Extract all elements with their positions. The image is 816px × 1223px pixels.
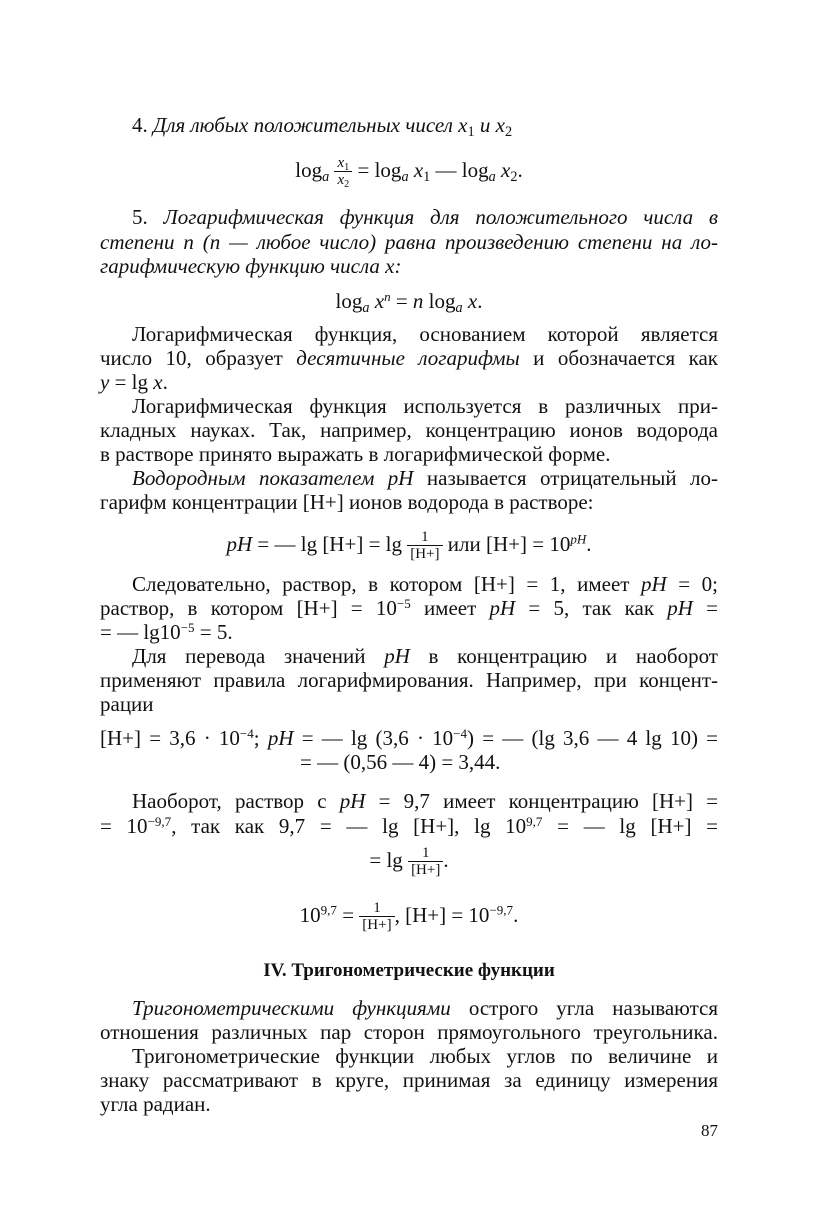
page-number: 87 xyxy=(701,1121,718,1140)
text-line: гарифмическую функцию числа x: xyxy=(100,254,402,278)
text-line: раствор, в котором $[H+] = 10^{-5}$ имеет pH = 5, так как pH = xyxy=(100,595,719,620)
text-line: степени n (n — любое число) равна произведению степени на ло- xyxy=(100,230,718,254)
text-line: Наоборот, раствор с pH = 9,7 имеет концентрацию [H+] = xyxy=(132,789,719,813)
section-heading: IV. Тригонометрические функции xyxy=(263,960,555,981)
text-line: применяют правила логарифмирования. Например, при концент- xyxy=(100,668,718,692)
text-line: кладных науках. Так, например, концентрацию ионов водорода xyxy=(100,418,718,442)
text-line: $\log_a$ $\frac{x_1}{x_2}$ = $\log_a x_1$ — $\log_a x_2$. xyxy=(295,155,523,190)
text-line: = — $\lg 10^{-5} = 5$. xyxy=(100,619,233,644)
text-line: pH = — lg [H+] = lg $\frac{1}{[H+]}$ или $[H+] = 10^{pH}$. xyxy=(226,529,592,562)
text-line: $[H+] = 3,6 \cdot 10^{-4}$; pH = — $\lg (3,6 \cdot 10^{-4})$ = — (lg 3,6 — 4 lg 10) = xyxy=(100,725,718,750)
text-line: 5. Логарифмическая функция для положительного числа в xyxy=(132,205,718,229)
text-line: 4. Для любых положительных чисел $x_1$ и $x_2$ xyxy=(132,113,513,140)
text-line: число 10, образует десятичные логарифмы и обозначается как xyxy=(100,346,718,370)
text-line: рации xyxy=(100,692,154,716)
text-line: угла радиан. xyxy=(100,1092,211,1116)
text-line: Логарифмическая функция, основанием которой является xyxy=(132,322,718,346)
text-line: Следовательно, раствор, в котором [H+] = 1, имеет pH = 0; xyxy=(132,572,718,596)
text-line: Тригонометрическими функциями острого угла называются xyxy=(132,996,719,1020)
text-line: $10^{9,7}$ = $\frac{1}{[H+]}$ , $[H+] = 10^{-9,7}$. xyxy=(299,900,519,933)
text-line: знаку рассматривают в круге, принимая за единицу измерения xyxy=(100,1068,718,1092)
text-line: Логарифмическая функция используется в различных при- xyxy=(132,394,718,418)
text-line: Водородным показателем pH называется отрицательный ло- xyxy=(132,466,718,490)
text-line: y = lg x. xyxy=(100,370,168,394)
text-line: гарифм концентрации [H+] ионов водорода в растворе: xyxy=(100,490,594,514)
text-line: = lg $\frac{1}{[H+]}$ . xyxy=(369,845,449,878)
text-line: отношения различных пар сторон прямоугольного треугольника. xyxy=(100,1020,718,1044)
text-line: Тригонометрические функции любых углов по величине и xyxy=(132,1044,718,1068)
text-line: = — (0,56 — 4) = 3,44. xyxy=(300,750,501,774)
text-line: = $10^{-9,7}$, так как 9,7 = — lg [H+], $\lg 10^{9,7}$ = — lg [H+] = xyxy=(100,813,719,838)
text-line: в растворе принято выражать в логарифмической форме. xyxy=(100,442,611,466)
text-line: $\log_a x^n = n$ $\log_a x$. xyxy=(335,288,483,316)
text-line: Для перевода значений pH в концентрацию и наоборот xyxy=(132,644,718,668)
